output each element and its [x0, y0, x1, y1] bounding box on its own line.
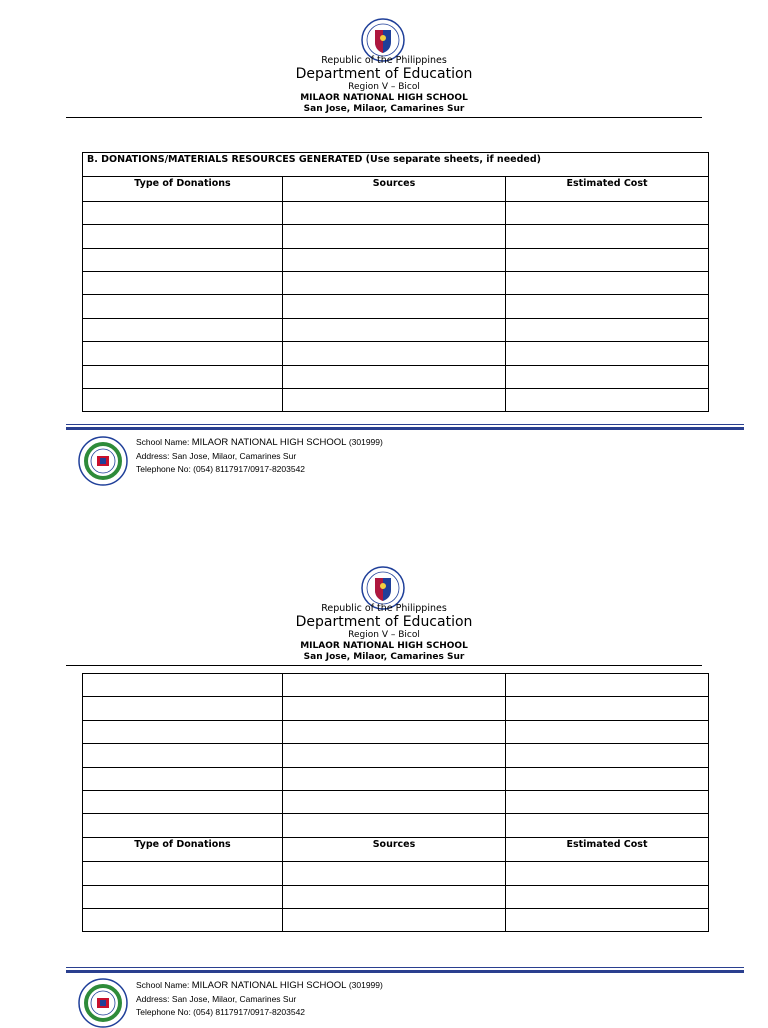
footer-school-name: MILAOR NATIONAL HIGH SCHOOL — [191, 980, 347, 991]
table-cell[interactable] — [283, 814, 506, 837]
table-row — [83, 271, 709, 294]
table-cell[interactable] — [283, 674, 506, 697]
page-1 — [0, 0, 768, 500]
table-cell[interactable] — [506, 908, 709, 931]
header-department: Department of Education — [295, 614, 473, 630]
table-cell[interactable] — [506, 295, 709, 318]
donations-table-continued — [82, 673, 709, 932]
table-row — [83, 814, 709, 837]
table-cell[interactable] — [506, 201, 709, 224]
table-cell[interactable] — [283, 885, 506, 908]
header-rule — [66, 117, 702, 118]
page-2 — [0, 548, 768, 1024]
table-row — [83, 248, 709, 271]
table-cell[interactable] — [283, 342, 506, 365]
table-cell[interactable] — [83, 295, 283, 318]
header-region: Region V – Bicol — [348, 82, 420, 92]
table-cell[interactable] — [506, 271, 709, 294]
table-row — [83, 318, 709, 341]
header-school: MILAOR NATIONAL HIGH SCHOOL — [300, 641, 468, 651]
footer-rule-thick — [66, 970, 744, 973]
table-row — [83, 365, 709, 388]
column-header-sources: Sources — [283, 177, 506, 201]
table-cell[interactable] — [506, 697, 709, 720]
table-row — [83, 295, 709, 318]
table-cell[interactable] — [83, 908, 283, 931]
header-rule — [66, 665, 702, 666]
column-header-cost: Estimated Cost — [506, 837, 709, 861]
footer-text — [136, 436, 383, 475]
table-cell[interactable] — [283, 744, 506, 767]
table-cell[interactable] — [83, 271, 283, 294]
table-cell[interactable] — [506, 767, 709, 790]
table-cell[interactable] — [506, 814, 709, 837]
footer-rule-thick — [66, 427, 744, 430]
footer-address: Address: San Jose, Milaor, Camarines Sur — [136, 993, 297, 1004]
header-region: Region V – Bicol — [348, 630, 420, 640]
table-cell[interactable] — [83, 885, 283, 908]
table-cell[interactable] — [506, 790, 709, 813]
footer-text — [136, 979, 383, 1018]
table-cell[interactable] — [506, 744, 709, 767]
footer-telephone: Telephone No: (054) 8117917/0917-8203542 — [136, 463, 306, 474]
table-cell[interactable] — [283, 318, 506, 341]
table-cell[interactable] — [506, 885, 709, 908]
table-cell[interactable] — [283, 248, 506, 271]
table-row — [83, 342, 709, 365]
header-republic: Republic of the Philippines — [321, 55, 447, 66]
table-cell[interactable] — [506, 720, 709, 743]
donations-table — [82, 152, 709, 412]
table-row — [83, 790, 709, 813]
table-row — [83, 225, 709, 248]
table-cell[interactable] — [283, 908, 506, 931]
table-cell[interactable] — [83, 767, 283, 790]
table-cell[interactable] — [283, 790, 506, 813]
table-cell[interactable] — [283, 720, 506, 743]
header-republic: Republic of the Philippines — [321, 603, 447, 614]
footer-school-name: MILAOR NATIONAL HIGH SCHOOL — [191, 437, 347, 448]
footer-rule-thin — [66, 424, 744, 425]
table-row — [83, 862, 709, 885]
section-title: B. DONATIONS/MATERIALS RESOURCES GENERATED (Use separate sheets, if needed) — [83, 153, 709, 177]
table-cell[interactable] — [83, 248, 283, 271]
table-cell[interactable] — [283, 697, 506, 720]
table-row — [83, 388, 709, 411]
table-cell[interactable] — [83, 720, 283, 743]
footer-rule-thin — [66, 967, 744, 968]
column-header-cost: Estimated Cost — [506, 177, 709, 201]
table-cell[interactable] — [283, 225, 506, 248]
table-cell[interactable] — [83, 365, 283, 388]
table-row — [83, 908, 709, 931]
table-row — [83, 885, 709, 908]
footer-school-label: School Name: — [136, 980, 190, 990]
table-cell[interactable] — [283, 365, 506, 388]
footer-telephone: Telephone No: (054) 8117917/0917-8203542 — [136, 1006, 306, 1017]
table-row — [83, 201, 709, 224]
table-cell[interactable] — [283, 295, 506, 318]
school-logo-icon — [78, 436, 128, 486]
header-school: MILAOR NATIONAL HIGH SCHOOL — [300, 93, 468, 103]
table-cell[interactable] — [283, 201, 506, 224]
table-cell[interactable] — [506, 318, 709, 341]
column-header-sources: Sources — [283, 837, 506, 861]
table-cell[interactable] — [83, 674, 283, 697]
table-cell[interactable] — [283, 271, 506, 294]
header-address: San Jose, Milaor, Camarines Sur — [303, 104, 465, 114]
table-cell[interactable] — [506, 342, 709, 365]
footer-school-label: School Name: — [136, 437, 190, 447]
table-cell[interactable] — [83, 862, 283, 885]
footer-address: Address: San Jose, Milaor, Camarines Sur — [136, 450, 297, 461]
footer-school-line — [136, 979, 383, 993]
header-address: San Jose, Milaor, Camarines Sur — [303, 652, 465, 662]
table-cell[interactable] — [283, 862, 506, 885]
footer-school-id: (301999) — [348, 437, 383, 447]
table-row — [83, 744, 709, 767]
table-row — [83, 697, 709, 720]
table-cell[interactable] — [506, 388, 709, 411]
table-cell[interactable] — [283, 767, 506, 790]
table-row — [83, 720, 709, 743]
table-cell[interactable] — [506, 674, 709, 697]
school-logo-icon — [78, 978, 128, 1028]
table-cell[interactable] — [83, 318, 283, 341]
column-header-type: Type of Donations — [83, 837, 283, 861]
table-cell[interactable] — [83, 814, 283, 837]
table-cell[interactable] — [83, 201, 283, 224]
table-cell[interactable] — [83, 225, 283, 248]
table-cell[interactable] — [506, 365, 709, 388]
footer-school-line — [136, 436, 383, 450]
table-cell[interactable] — [506, 225, 709, 248]
header-department: Department of Education — [295, 66, 473, 82]
table-cell[interactable] — [506, 248, 709, 271]
table-cell[interactable] — [83, 697, 283, 720]
table-cell[interactable] — [83, 342, 283, 365]
table-row — [83, 674, 709, 697]
column-header-type: Type of Donations — [83, 177, 283, 201]
table-cell[interactable] — [83, 790, 283, 813]
table-cell[interactable] — [506, 862, 709, 885]
table-cell[interactable] — [83, 744, 283, 767]
table-cell[interactable] — [83, 388, 283, 411]
table-cell[interactable] — [283, 388, 506, 411]
footer-school-id: (301999) — [348, 980, 383, 990]
table-row — [83, 767, 709, 790]
